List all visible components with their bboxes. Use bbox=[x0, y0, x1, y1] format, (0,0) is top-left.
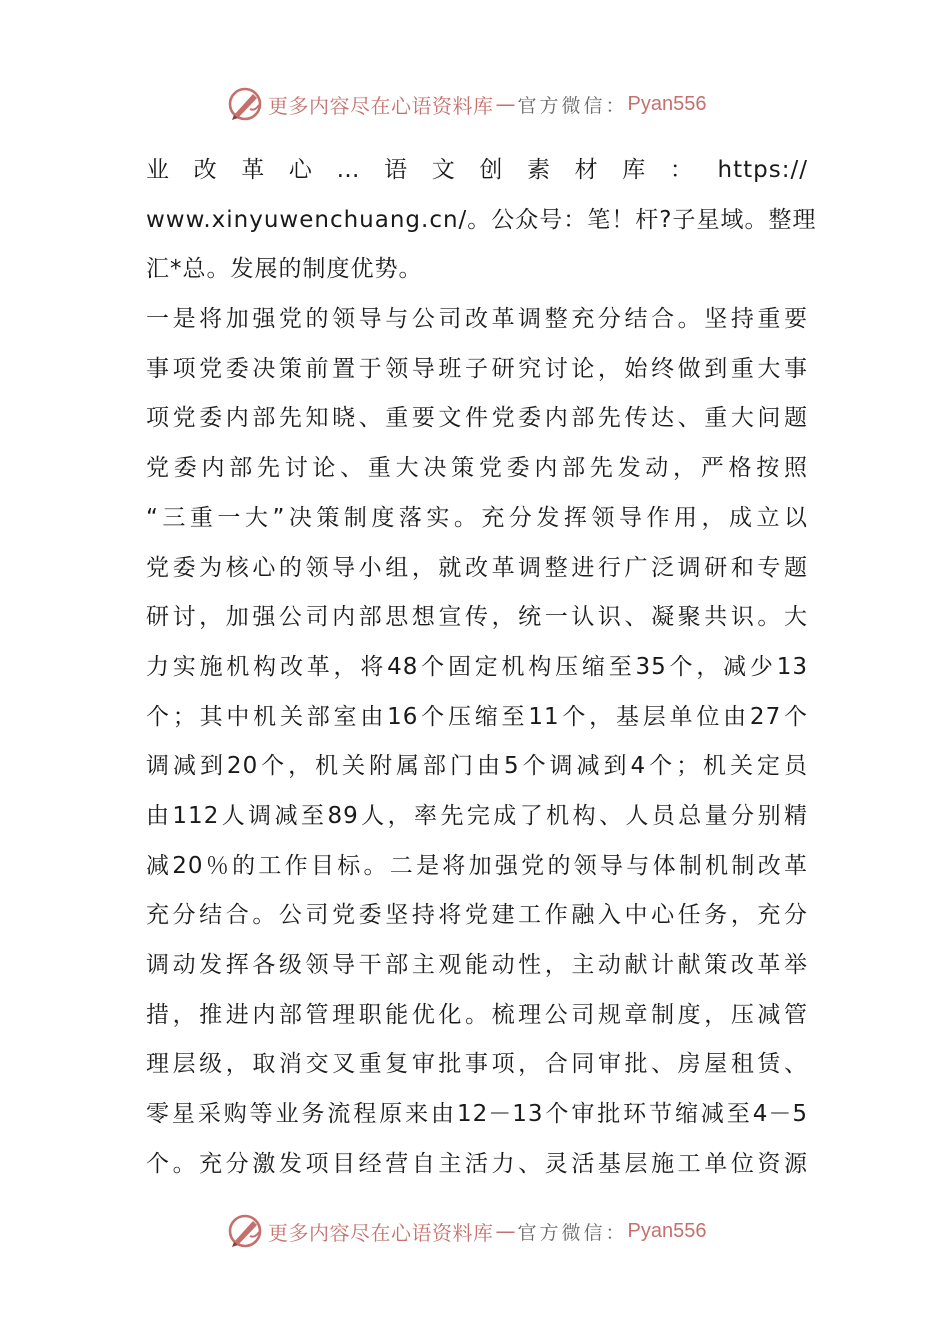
text-line: 力实施机构改革，将48个固定机构压缩至35个，减少13 bbox=[146, 653, 808, 680]
text-line: 零星采购等业务流程原来由12－13个审批环节缩减至4－5 bbox=[146, 1101, 808, 1128]
text-line: 减20％的工作目标。二是将加强党的领导与体制机制改革 bbox=[146, 852, 808, 879]
text-line: 由112人调减至89人，率先完成了机构、人员总量分别精 bbox=[146, 802, 808, 829]
text-line: 充分结合。公司党委坚持将党建工作融入中心任务，充分 bbox=[146, 902, 808, 929]
header-banner bbox=[226, 84, 726, 124]
banner-site-text: 更多内容尽在心语资料库 bbox=[268, 93, 494, 118]
text-line: 事项党委决策前置于领导班子研究讨论，始终做到重大事 bbox=[146, 355, 808, 382]
banner-dash: — bbox=[495, 1219, 516, 1243]
text-line: 调动发挥各级领导干部主观能动性，主动献计献策改革举 bbox=[146, 952, 808, 978]
text-line: www.xinyuwenchuang.cn/。公众号：笔！杆?子星域。整理 bbox=[146, 206, 817, 233]
text-line: 汇*总。发展的制度优势。 bbox=[146, 256, 423, 283]
banner-wechat-id: Pyan556 bbox=[627, 92, 707, 115]
banner-wechat-id: Pyan556 bbox=[627, 1219, 707, 1242]
text-line: 一是将加强党的领导与公司改革调整充分结合。坚持重要 bbox=[146, 306, 808, 333]
footer-banner bbox=[226, 1211, 726, 1251]
banner-wechat-label: 官方微信： bbox=[517, 94, 628, 117]
document-body bbox=[146, 146, 817, 1189]
text-line: “三重一大”决策制度落实。充分发挥领导作用，成立以 bbox=[146, 504, 808, 531]
text-line: 调减到20个，机关附属部门由5个调减到4个；机关定员 bbox=[146, 753, 808, 780]
banner-dash: — bbox=[495, 92, 516, 116]
text-line: 党委内部先讨论、重大决策党委内部先发动，严格按照 bbox=[146, 455, 808, 482]
text-line: 研讨，加强公司内部思想宣传，统一认识、凝聚共识。大 bbox=[146, 604, 808, 631]
pen-logo-icon bbox=[226, 1212, 264, 1250]
text-line: 个；其中机关部室由16个压缩至11个，基层单位由27个 bbox=[146, 703, 808, 730]
text-line: 党委为核心的领导小组，就改革调整进行广泛调研和专题 bbox=[146, 554, 808, 581]
banner-wechat-label: 官方微信： bbox=[517, 1221, 628, 1244]
banner-site-text: 更多内容尽在心语资料库 bbox=[268, 1220, 494, 1245]
text-line: 个。充分激发项目经营自主活力、灵活基层施工单位资源 bbox=[146, 1150, 808, 1177]
text-line: 项党委内部先知晓、重要文件党委内部先传达、重大问题 bbox=[146, 405, 808, 432]
text-line: 业改革心…语文创素材库：https:// bbox=[146, 157, 808, 183]
text-line: 理层级，取消交叉重复审批事项，合同审批、房屋租赁、 bbox=[146, 1051, 808, 1078]
text-line: 措，推进内部管理职能优化。梳理公司规章制度，压减管 bbox=[146, 1001, 808, 1028]
pen-logo-icon bbox=[226, 85, 264, 123]
